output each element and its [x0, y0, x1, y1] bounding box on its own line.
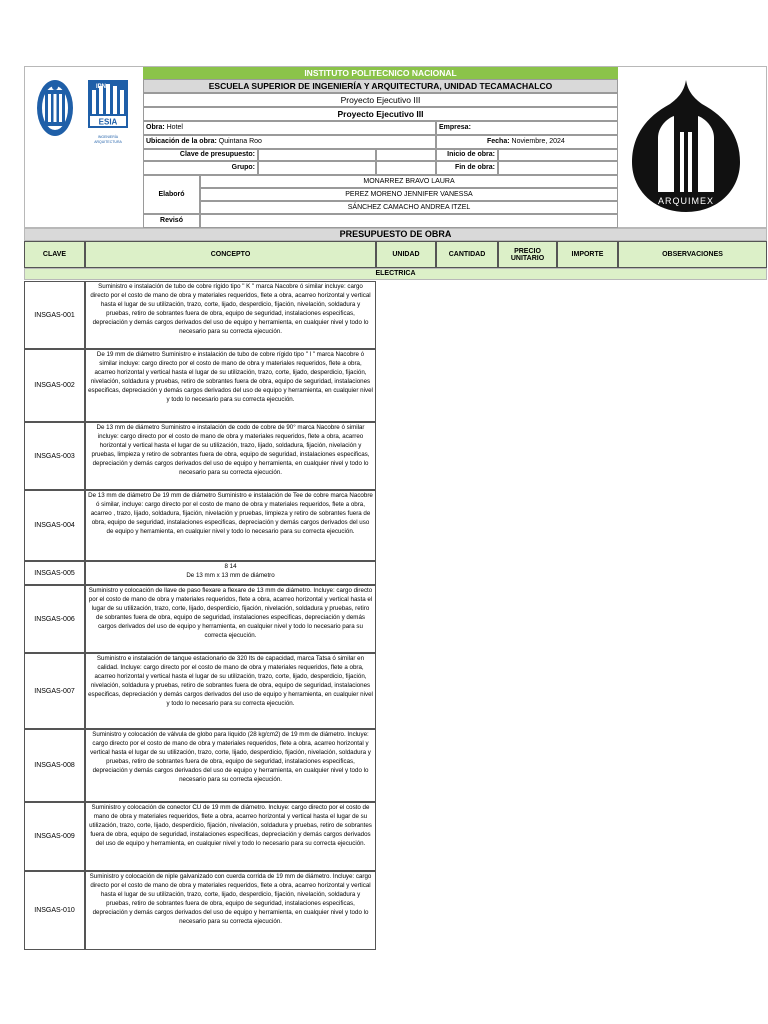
obra-label: Obra: [146, 124, 165, 131]
fecha-label: Fecha: [487, 138, 510, 145]
col-importe: IMPORTE [557, 241, 618, 268]
ubicacion-label: Ubicación de la obra: [146, 138, 217, 145]
obra-value: Hotel [166, 124, 183, 131]
project-line-2: Proyecto Ejecutivo III [143, 107, 618, 121]
clave-value [258, 149, 376, 161]
col-clave: CLAVE [24, 241, 85, 268]
col-observaciones: OBSERVACIONES [618, 241, 767, 268]
project-line-1: Proyecto Ejecutivo III [143, 93, 618, 107]
row-concepto: Suministro y colocación de llave de paso flexare a flexare de 13 mm de diámetro. Incluye: cargo directo por el costo de mano de obra y materiales requeridos, flete a obra, acarreo horizontal y vertical hasta el lugar de su utilización, trazo, corte, lijado, desperdicio, fijación, nivelación, soldadura y pruebas, retiro de sobrantes fuera de obra, equipo de seguridad, instalaciones especificas, depreciación y demás cargos derivados del uso de equipo y herramienta, en cualquier nivel y todo lo necesario para su correcta ejecución. [85, 585, 376, 653]
elaboro-label: Elaboró [143, 175, 200, 214]
row-clave: INSGAS-007 [24, 653, 85, 729]
table-title: PRESUPUESTO DE OBRA [24, 228, 767, 241]
row-concepto: Suministro y colocación de válvula de globo para liquido (28 kg/cm2) de 19 mm de diámetro. Incluye: cargo directo por el costo de mano de obra y materiales requeridos, flete a obra, acarreo horizontal y vertical hasta el lugar de su utilización, trazo, corte, lijado, desperdicio, fijación, nivelación, soldadura y pruebas, retiro de sobrantes fuera de obra, equipo de seguridad, instalaciones especificas, depreciación y demás cargos derivados del uso de equipo y herramienta, en cualquier nivel y todo lo necesario para su correcta ejecución. [85, 729, 376, 802]
esia-logo-sub: INGENIERÍA ARQUITECTURA [94, 135, 122, 144]
inicio-value [498, 149, 618, 161]
row-clave: INSGAS-003 [24, 422, 85, 490]
row-clave: INSGAS-010 [24, 871, 85, 950]
grupo-value [258, 161, 376, 175]
elaboro-name-2: PEREZ MORENO JENNIFER VANESSA [200, 188, 618, 201]
reviso-value [200, 214, 618, 228]
row-clave: INSGAS-001 [24, 281, 85, 349]
clave-label: Clave de presupuesto: [143, 149, 258, 161]
col-concepto: CONCEPTO [85, 241, 376, 268]
ipn-logo [34, 78, 76, 138]
row-concepto: De 13 mm de diámetro De 19 mm de diámetro Suministro e instalación de Tee de cobre marca Nacobre ó similar, incluye: cargo directo por el costo de mano de obra y materiales requeridos, flete a obra, acarreo , trazo, lijado, soldadura, fijación, nivelación y pruebas, limpieza y retiro de sobrantes fuera de obra, equipo de seguridad, instalaciones especificas, depreciación y demás cargos derivados del uso de equipo y herramienta, en cualquier nivel y todo lo necesario para su correcta ejecución. [85, 490, 376, 561]
row-clave: INSGAS-009 [24, 802, 85, 871]
elaboro-name-1: MONARREZ BRAVO LAURA [200, 175, 618, 188]
row-concepto: Suministro y colocación de conector CU de 19 mm de diámetro. Incluye: cargo directo por el costo de mano de obra y materiales requeridos, flete a obra, acarreo horizontal y vertical hasta el lugar de su utilización, trazo, corte, lijado, desperdicio, fijación, nivelación, soldadura y pruebas, retiro de sobrantes fuera de obra, equipo de seguridad, instalaciones especificas, depreciación y demás cargos derivados del uso de equipo y herramienta, en cualquier nivel y todo lo necesario para su correcta ejecución. [85, 802, 376, 871]
elaboro-name-3: SÁNCHEZ CAMACHO ANDREA ITZEL [200, 201, 618, 214]
grupo-spacer [376, 161, 436, 175]
row-clave: INSGAS-008 [24, 729, 85, 802]
row-clave: INSGAS-005 [24, 561, 85, 585]
empresa-label: Empresa: [439, 124, 471, 131]
section-electrica: ELECTRICA [24, 268, 767, 280]
empresa-row [436, 121, 618, 135]
row-concepto: De 19 mm de diámetro Suministro e instalación de tubo de cobre rígido tipo " l " marca Nacobre ó similar incluye: cargo directo por el costo de mano de obra y materiales requeridos, flete a obra, acarreo horizontal y vertical hasta el lugar de su utilización, trazo, corte, lijado, desperdicio, fijación, nivelación, soldadura y pruebas, retiro de sobrantes fuera de obra, equipo de seguridad, instalaciones especificas, depreciación y demás cargos derivados del uso de equipo y herramienta, en cualquier nivel y todo lo necesario para su correcta ejecución. [85, 349, 376, 422]
clave-spacer [376, 149, 436, 161]
row-concepto: Suministro e instalación de tubo de cobre rígido tipo " K " marca Nacobre ó similar incluye: cargo directo por el costo de mano de obra y materiales requeridos, flete a obra, acarreo horizontal y vertical hasta el lugar de su utilización, trazo, corte, lijado, desperdicio, fijación, nivelación, soldadura y pruebas, retiro de sobrantes fuera de obra, equipo de seguridad, instalaciones especificas, depreciación y demás cargos derivados del uso de equipo y herramienta, en cualquier nivel y todo lo necesario para su correcta ejecución. [85, 281, 376, 349]
arquimex-logo [628, 76, 744, 216]
col-cantidad: CANTIDAD [436, 241, 498, 268]
row-concepto: Suministro e instalación de tanque estacionario de 320 lts de capacidad, marca Tatsa ó similar en calidad. Incluye: cargo directo por el costo de mano de obra y materiales requeridos, flete a obra, acarreo horizontal y vertical hasta el lugar de su utilización, trazo, corte, lijado, desperdicio, fijación, nivelación, soldadura y pruebas, retiro de sobrantes fuera de obra, equipo de seguridad, instalaciones especificas, depreciación y demás cargos derivados del uso de equipo y herramienta, en cualquier nivel y todo lo necesario para su correcta ejecución. [85, 653, 376, 729]
fin-label: Fin de obra: [436, 161, 498, 175]
ubicacion-value: Quintana Roo [218, 138, 262, 145]
reviso-label: Revisó [143, 214, 200, 228]
fecha-value: Noviembre, 2024 [511, 138, 565, 145]
inicio-label: Inicio de obra: [436, 149, 498, 161]
grupo-label: Grupo: [143, 161, 258, 175]
fecha-row [436, 135, 618, 149]
arquimex-logo-text: ARQUIMEX [657, 196, 715, 206]
esia-logo-text: ESIA [98, 117, 118, 127]
row-concepto: 8 14 De 13 mm x 13 mm de diámetro [85, 561, 376, 585]
institute-title: INSTITUTO POLITECNICO NACIONAL [143, 67, 618, 79]
row-concepto: Suministro y colocación de niple galvanizado con cuerda corrida de 19 mm de diámetro. Incluye: cargo directo por el costo de mano de obra y materiales requeridos, flete a obra, acarreo horizontal y vertical hasta el lugar de su utilización, trazo, corte, lijado, desperdicio, fijación, nivelación, soldadura y pruebas, retiro de sobrantes fuera de obra, equipo de seguridad, instalaciones especificas, depreciación y demás cargos derivados del uso de equipo y herramienta, en cualquier nivel y todo lo necesario para su correcta ejecución. [85, 871, 376, 950]
ubicacion-row [143, 135, 436, 149]
obra-row [143, 121, 436, 135]
esia-logo [86, 78, 130, 142]
ipn-logo-text: IPN [96, 84, 107, 90]
row-clave: INSGAS-006 [24, 585, 85, 653]
row-clave: INSGAS-004 [24, 490, 85, 561]
col-unidad: UNIDAD [376, 241, 436, 268]
col-precio-unitario: PRECIO UNITARIO [498, 241, 557, 268]
fin-value [498, 161, 618, 175]
school-title: ESCUELA SUPERIOR DE INGENIERÍA Y ARQUITECTURA, UNIDAD TECAMACHALCO [143, 79, 618, 93]
row-concepto: De 13 mm de diámetro Suministro e instalación de codo de cobre de 90° marca Nacobre ó similar incluye: cargo directo por el costo de mano de obra y materiales requeridos, flete a obra, acarreo horizontal y vertical hasta el lugar de su utilización, trazo, lijado, soldadura, fijación, nivelación y pruebas, limpieza y retiro de sobrantes fuera de obra, equipo de seguridad, instalaciones especificas, depreciación y demás cargos derivados del uso de equipo y herramienta, en cualquier nivel y todo lo necesario para su correcta ejecución. [85, 422, 376, 490]
row-clave: INSGAS-002 [24, 349, 85, 422]
